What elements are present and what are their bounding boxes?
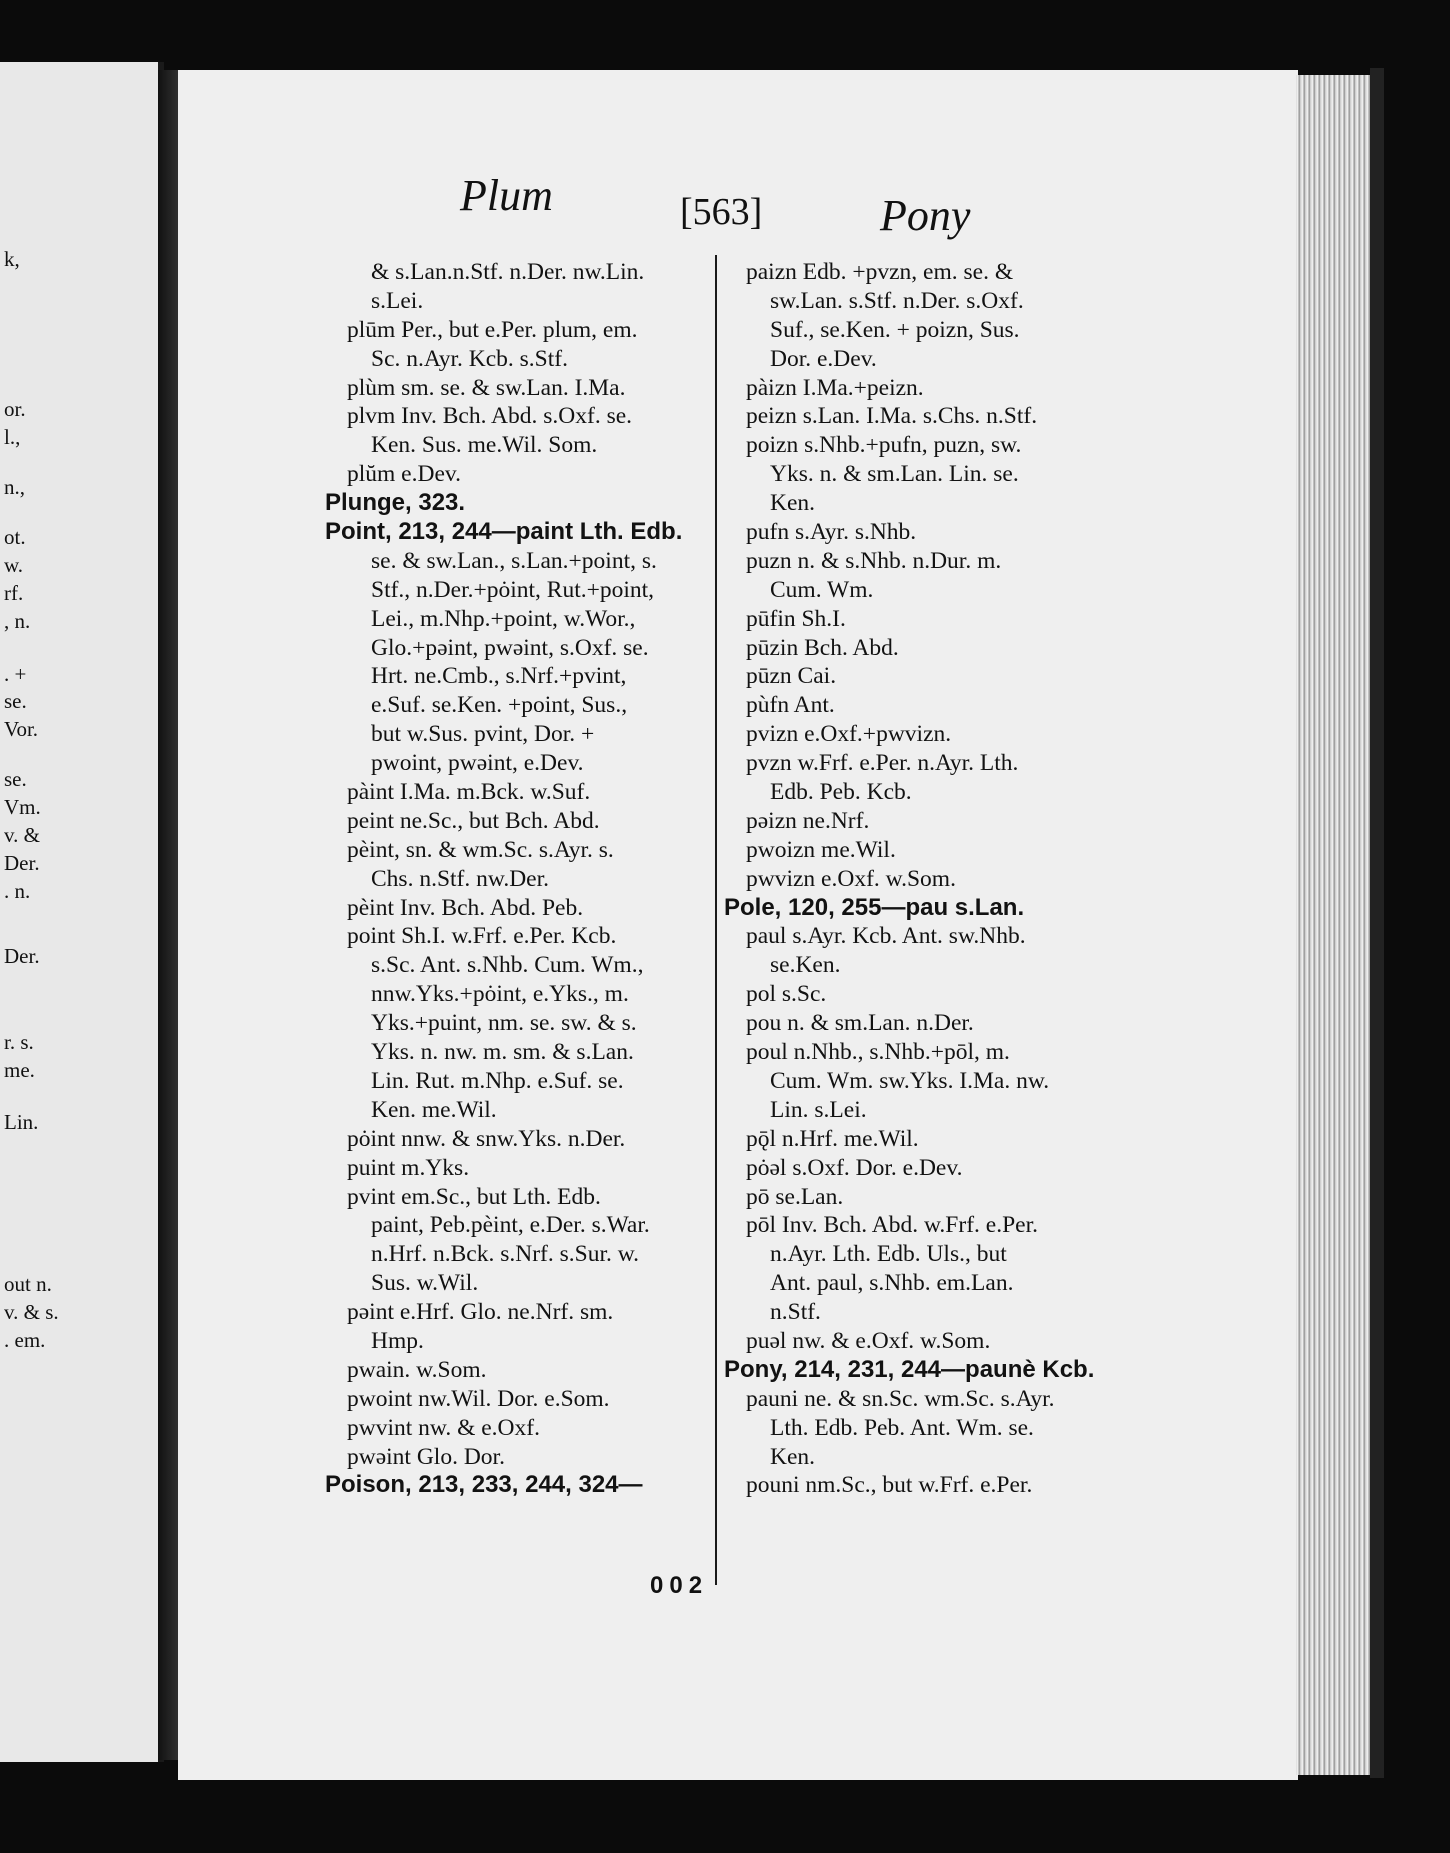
facing-page-fragment [0, 62, 164, 1762]
entry-line: pufn s.Ayr. s.Nhb. [746, 519, 917, 546]
facing-page-text-fragment: . + [4, 662, 27, 686]
entry-line: puzn n. & s.Nhb. n.Dur. m. [746, 547, 1002, 574]
entry-line: Ken. [770, 1443, 816, 1470]
entry-line: plŭm e.Dev. [347, 461, 461, 488]
facing-page-text-fragment: me. [4, 1058, 35, 1082]
entry-line: pwoint, pwəint, e.Dev. [371, 750, 584, 777]
entry-line: pèint, sn. & wm.Sc. s.Ayr. s. [347, 836, 614, 863]
column-divider [715, 255, 717, 1585]
entry-line: pwain. w.Som. [347, 1356, 487, 1383]
entry-line: Ken. [770, 490, 816, 517]
entry-line: Poison, 213, 233, 244, 324— [325, 1471, 643, 1499]
facing-page-text-fragment: Der. [4, 851, 40, 875]
entry-line: pèint Inv. Bch. Abd. Peb. [347, 894, 584, 921]
entry-line: pūzin Bch. Abd. [746, 634, 899, 661]
page-edges [1296, 75, 1370, 1775]
entry-line: Ken. me.Wil. [371, 1096, 497, 1123]
entry-line: pvizn e.Oxf.+pwvizn. [746, 721, 952, 748]
entry-line: pūfin Sh.I. [746, 605, 846, 632]
facing-page-text-fragment: v. & s. [4, 1300, 59, 1324]
facing-page-text-fragment: rf. [4, 581, 24, 605]
facing-page-text-fragment: Vm. [4, 795, 41, 819]
entry-line: n.Stf. [770, 1299, 821, 1326]
facing-page-text-fragment: l., [4, 425, 21, 449]
facing-page-text-fragment: out n. [4, 1272, 52, 1296]
entry-line: Ant. paul, s.Nhb. em.Lan. [770, 1270, 1014, 1297]
entry-line: poul n.Nhb., s.Nhb.+pōl, m. [746, 1039, 1010, 1066]
facing-page-text-fragment: Der. [4, 944, 40, 968]
entry-line: pàizn I.Ma.+peizn. [746, 374, 924, 401]
entry-line: Yks. n. & sm.Lan. Lin. se. [770, 461, 1019, 488]
entry-line: Hmp. [371, 1327, 424, 1354]
entry-line: peint ne.Sc., but Bch. Abd. [347, 807, 600, 834]
entry-line: Pole, 120, 255—pau s.Lan. [724, 893, 1025, 921]
entry-line: point Sh.I. w.Frf. e.Per. Kcb. [347, 923, 617, 950]
entry-line: Plunge, 323. [325, 489, 466, 517]
page-number: [563] [680, 191, 763, 233]
entry-line: Suf., se.Ken. + poizn, Sus. [770, 316, 1020, 343]
entry-line: se.Ken. [770, 952, 841, 979]
entry-line: plùm sm. se. & sw.Lan. I.Ma. [347, 374, 626, 401]
facing-page-text-fragment: ot. [4, 525, 26, 549]
entry-line: Stf., n.Der.+pȯint, Rut.+point, [371, 576, 655, 603]
entry-line: pvzn w.Frf. e.Per. n.Ayr. Lth. [746, 750, 1019, 777]
entry-line: paul s.Ayr. Kcb. Ant. sw.Nhb. [746, 923, 1026, 950]
entry-line: paint, Peb.pèint, e.Der. s.War. [371, 1212, 650, 1239]
entry-line: Yks. n. nw. m. sm. & s.Lan. [371, 1039, 634, 1066]
printer-signature: 002 [650, 1572, 709, 1599]
entry-line: Cum. Wm. [770, 576, 874, 603]
entry-line: pǭl n.Hrf. me.Wil. [746, 1125, 919, 1152]
entry-line: pwvizn e.Oxf. w.Som. [746, 865, 956, 892]
facing-page-text-fragment: . em. [4, 1328, 46, 1352]
entry-line: pō se.Lan. [746, 1183, 844, 1210]
entry-line: puint m.Yks. [347, 1154, 470, 1181]
left-running-headword: Plum [460, 171, 553, 220]
binding-gutter [158, 70, 180, 1760]
entry-line: Yks.+puint, nm. se. sw. & s. [371, 1010, 637, 1037]
entry-line: pȯint nnw. & snw.Yks. n.Der. [347, 1125, 626, 1152]
entry-line: Lei., m.Nhp.+point, w.Wor., [371, 605, 636, 632]
entry-line: pwəint Glo. Dor. [347, 1443, 505, 1470]
entry-line: peizn s.Lan. I.Ma. s.Chs. n.Stf. [746, 403, 1038, 430]
entry-line: pwoizn me.Wil. [746, 836, 896, 863]
entry-line: Lth. Edb. Peb. Ant. Wm. se. [770, 1414, 1034, 1441]
entry-line: paizn Edb. +pvzn, em. se. & [746, 259, 1014, 285]
facing-page-text-fragment: Vor. [4, 717, 39, 741]
facing-page-text-fragment: , n. [4, 609, 31, 633]
entry-line: Glo.+pəint, pwəint, s.Oxf. se. [371, 634, 649, 661]
entry-line: nnw.Yks.+pȯint, e.Yks., m. [371, 981, 629, 1008]
entry-line: sw.Lan. s.Stf. n.Der. s.Oxf. [770, 287, 1024, 314]
entry-line: Lin. Rut. m.Nhp. e.Suf. se. [371, 1067, 624, 1094]
entry-line: pūzn Cai. [746, 663, 837, 690]
facing-page-text-fragment: v. & [4, 823, 40, 847]
entry-line: pəint e.Hrf. Glo. ne.Nrf. sm. [347, 1299, 614, 1326]
entry-line: pùfn Ant. [746, 692, 835, 719]
cover-edge [1370, 68, 1384, 1778]
entry-line: pvint em.Sc., but Lth. Edb. [347, 1183, 601, 1210]
entry-line: poizn s.Nhb.+pufn, puzn, sw. [746, 432, 1022, 459]
facing-page-text-fragment: k, [4, 247, 20, 271]
entry-line: Lin. s.Lei. [770, 1096, 867, 1123]
entry-line: s.Lei. [371, 287, 424, 314]
entry-line: Hrt. ne.Cmb., s.Nrf.+pvint, [371, 663, 627, 690]
entry-line: n.Ayr. Lth. Edb. Uls., but [770, 1241, 1007, 1268]
entry-line: pwoint nw.Wil. Dor. e.Som. [347, 1385, 610, 1412]
entry-line: Pony, 214, 231, 244—paunè Kcb. [724, 1355, 1095, 1383]
entry-line: & s.Lan.n.Stf. n.Der. nw.Lin. [371, 259, 645, 285]
entry-line: plūm Per., but e.Per. plum, em. [347, 316, 638, 343]
entry-line: pou n. & sm.Lan. n.Der. [746, 1010, 974, 1037]
entry-line: s.Sc. Ant. s.Nhb. Cum. Wm., [371, 952, 644, 979]
facing-page-text-fragment: se. [4, 689, 27, 713]
facing-page-text-fragment: w. [4, 553, 24, 577]
right-running-headword: Pony [880, 191, 971, 240]
entry-line: Edb. Peb. Kcb. [770, 779, 912, 806]
entry-line: Cum. Wm. sw.Yks. I.Ma. nw. [770, 1067, 1050, 1094]
entry-line: pȯəl s.Oxf. Dor. e.Dev. [746, 1154, 963, 1181]
entry-line: pəizn ne.Nrf. [746, 807, 870, 834]
entry-line: puəl nw. & e.Oxf. w.Som. [746, 1327, 991, 1354]
facing-page-text-fragment: Lin. [4, 1110, 39, 1134]
entry-line: e.Suf. se.Ken. +point, Sus., [371, 692, 628, 719]
entry-line: Ken. Sus. me.Wil. Som. [371, 432, 598, 459]
entry-line: pwvint nw. & e.Oxf. [347, 1414, 540, 1441]
entry-line: pouni nm.Sc., but w.Frf. e.Per. [746, 1472, 1033, 1499]
facing-page-text-fragment: or. [4, 397, 26, 421]
entry-line: pauni ne. & sn.Sc. wm.Sc. s.Ayr. [746, 1385, 1055, 1412]
facing-page-text-fragment: . n. [4, 879, 31, 903]
entry-line: Sus. w.Wil. [371, 1270, 479, 1297]
entry-line: pōl Inv. Bch. Abd. w.Frf. e.Per. [746, 1212, 1038, 1239]
entry-line: se. & sw.Lan., s.Lan.+point, s. [371, 547, 657, 574]
facing-page-text-fragment: se. [4, 767, 27, 791]
entry-line: pàint I.Ma. m.Bck. w.Suf. [347, 779, 591, 806]
entry-line: pol s.Sc. [746, 981, 827, 1008]
entry-line: Chs. n.Stf. nw.Der. [371, 865, 549, 892]
entry-line: Sc. n.Ayr. Kcb. s.Stf. [371, 345, 568, 372]
entry-line: Point, 213, 244—paint Lth. Edb. [325, 518, 683, 546]
facing-page-text-fragment: r. s. [4, 1030, 34, 1054]
entry-line: Dor. e.Dev. [770, 345, 877, 372]
entry-line: but w.Sus. pvint, Dor. + [371, 721, 595, 748]
left-column [325, 258, 710, 1500]
right-column [724, 258, 1114, 1500]
facing-page-text-fragment: n., [4, 475, 25, 499]
entry-line: plvm Inv. Bch. Abd. s.Oxf. se. [347, 403, 633, 430]
entry-line: n.Hrf. n.Bck. s.Nrf. s.Sur. w. [371, 1241, 640, 1268]
